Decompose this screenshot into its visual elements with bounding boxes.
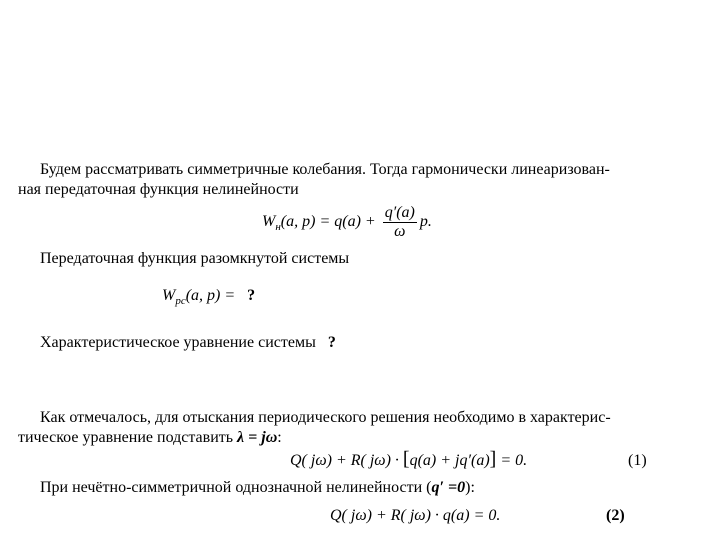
wrs-symbol: W bbox=[162, 287, 176, 304]
formula-1 bbox=[290, 448, 527, 471]
eq1-tail: = 0. bbox=[496, 452, 528, 469]
paragraph-1-line-2: ная передаточная функция нелинейности bbox=[18, 181, 299, 198]
paragraph-5-start: При нечётно-симметричной однозначной нелинейности ( bbox=[40, 479, 432, 496]
formula-harmonic-linearization bbox=[262, 204, 432, 241]
eq1-bracket-open: [ bbox=[402, 448, 410, 470]
paragraph-4-line-2-start: тическое уравнение подставить bbox=[18, 429, 238, 446]
wn-args: (a, p) = q(a) + bbox=[280, 213, 376, 231]
formula-2: Q( jω) + R( jω) · q(a) = 0. bbox=[330, 507, 501, 524]
paragraph-4-substitution: λ = jω bbox=[237, 429, 278, 446]
formula-1-label: (1) bbox=[628, 452, 647, 469]
wn-subscript: н bbox=[275, 221, 281, 234]
wn-denominator: ω bbox=[394, 223, 406, 240]
formula-2-label: (2) bbox=[606, 507, 625, 524]
paragraph-5-condition: q′ =0 bbox=[431, 479, 466, 496]
paragraph-5-end: ): bbox=[465, 479, 475, 496]
paragraph-3-text: Характеристическое уравнение системы bbox=[40, 334, 316, 351]
paragraph-4-line-1: Как отмечалось, для отыскания периодического решения необходимо в характерис- bbox=[40, 409, 611, 426]
paragraph-1-line-1: Будем рассматривать симметричные колебания. Тогда гармонически линеаризован- bbox=[40, 161, 610, 178]
eq1-text-a: Q( jω) + R( jω) · bbox=[290, 452, 403, 469]
wrs-args: (a, p) = bbox=[185, 287, 236, 304]
paragraph-3 bbox=[40, 333, 336, 353]
paragraph-2: Передаточная функция разомкнутой системы bbox=[40, 250, 350, 267]
paragraph-4-line-2-end: : bbox=[277, 429, 282, 446]
paragraph-5 bbox=[40, 478, 475, 498]
wn-symbol: W bbox=[262, 213, 276, 231]
eq1-inner: q(a) + jq′(a) bbox=[409, 452, 490, 469]
paragraph-3-question-mark: ? bbox=[327, 334, 336, 351]
eq1-bracket-close: ] bbox=[489, 448, 497, 470]
wn-tail: p. bbox=[419, 213, 432, 231]
wn-fraction bbox=[383, 204, 417, 241]
wn-numerator: q′(a) bbox=[384, 204, 415, 221]
wrs-subscript: рс bbox=[175, 295, 186, 307]
wrs-question-mark: ? bbox=[247, 287, 256, 304]
paragraph-4-line-2 bbox=[18, 428, 282, 448]
formula-open-loop bbox=[162, 287, 255, 307]
